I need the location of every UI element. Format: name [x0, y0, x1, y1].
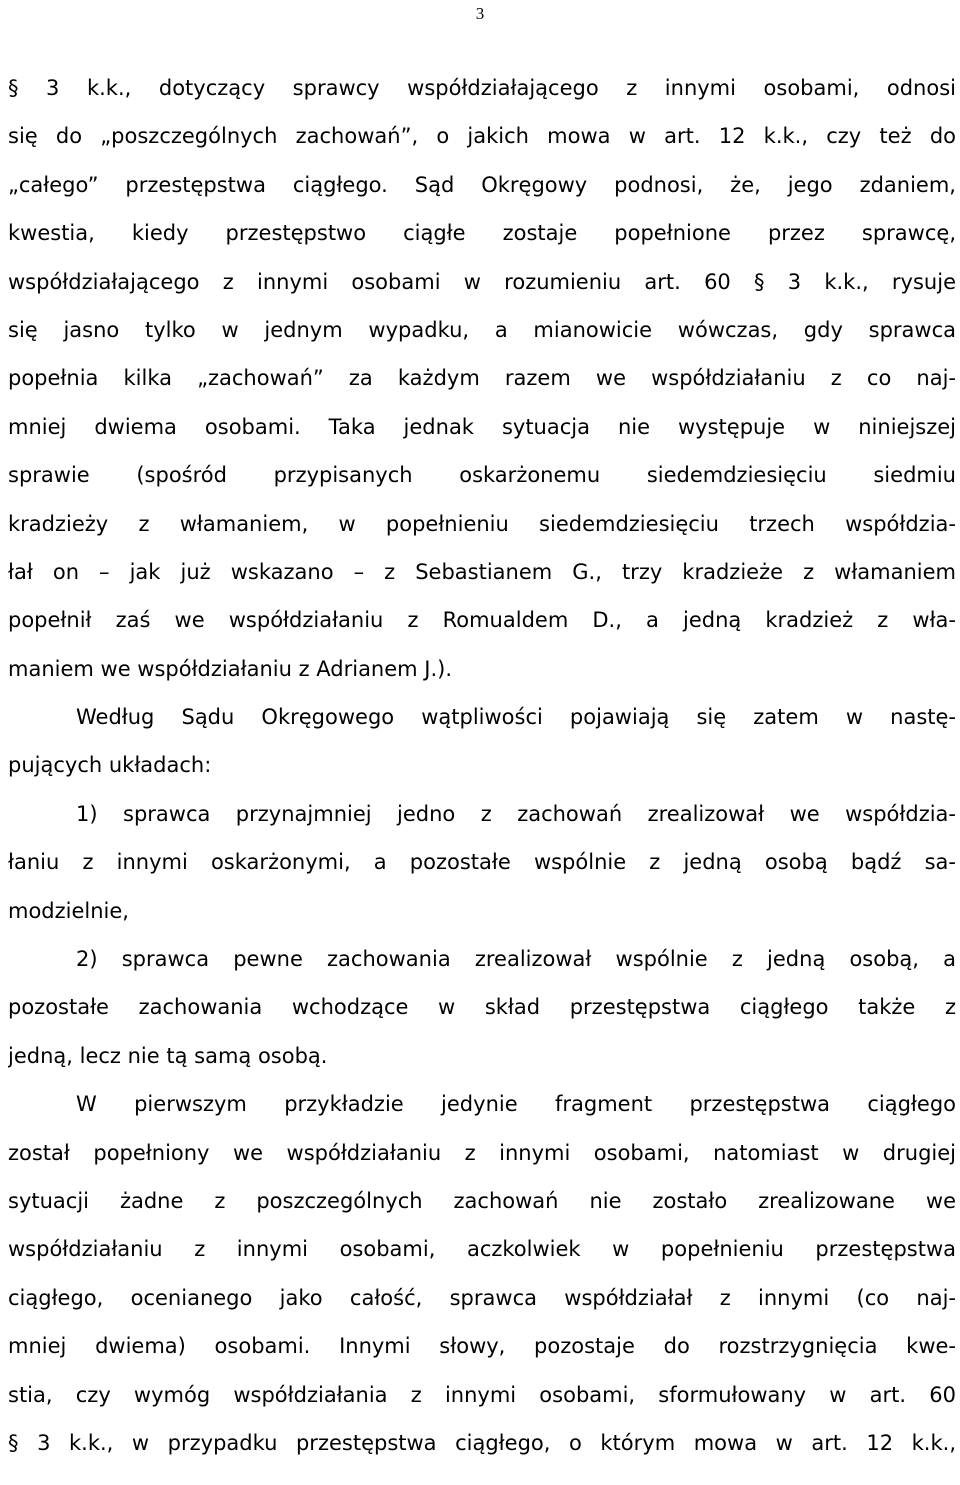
text-line: § 3 k.k., w przypadku przestępstwa ciągłego, o którym mowa w art. 12 k.k.,	[8, 1430, 956, 1455]
page-number: 3	[475, 4, 485, 23]
text-line: W pierwszym przykładzie jedynie fragment przestępstwa ciągłego	[76, 1092, 956, 1117]
text-line: sprawie (spośród przypisanych oskarżonemu siedemdziesięciu siedmiu	[8, 463, 956, 488]
text-line: łał on – jak już wskazano – z Sebastianem G., trzy kradzieże z włamaniem	[8, 559, 956, 584]
list-item-1: 1) sprawca przynajmniej jedno z zachowań zrealizował we współdzia-	[76, 801, 956, 826]
document-body	[8, 64, 956, 1467]
text-line: ciągłego, ocenianego jako całość, sprawca współdziałał z innymi (co naj-	[8, 1285, 956, 1310]
text-line: został popełniony we współdziałaniu z innymi osobami, natomiast w drugiej	[8, 1140, 956, 1165]
text-line: pozostałe zachowania wchodzące w skład przestępstwa ciągłego także z	[8, 995, 956, 1020]
text-line: kwestia, kiedy przestępstwo ciągłe zostaje popełnione przez sprawcę,	[8, 221, 956, 246]
text-line: sytuacji żadne z poszczególnych zachowań nie zostało zrealizowane we	[8, 1188, 956, 1213]
text-line: pujących układach:	[8, 753, 212, 778]
text-line: kradzieży z włamaniem, w popełnieniu siedemdziesięciu trzech współdzia-	[8, 511, 956, 536]
text-line: § 3 k.k., dotyczący sprawcy współdziałającego z innymi osobami, odnosi	[8, 76, 956, 100]
text-line: mniej dwiema) osobami. Innymi słowy, pozostaje do rozstrzygnięcia kwe-	[8, 1334, 956, 1359]
text-line: maniem we współdziałaniu z Adrianem J.).	[8, 656, 453, 681]
text-line: popełnił zaś we współdziałaniu z Romualdem D., a jedną kradzież z wła-	[8, 608, 956, 633]
text-line: modzielnie,	[8, 898, 129, 923]
text-line: współdziałającego z innymi osobami w rozumieniu art. 60 § 3 k.k., rysuje	[8, 269, 956, 294]
list-item-2: 2) sprawca pewne zachowania zrealizował wspólnie z jedną osobą, a	[76, 947, 956, 972]
text-line: Według Sądu Okręgowego wątpliwości pojawiają się zatem w nastę-	[76, 705, 956, 730]
text-line: stia, czy wymóg współdziałania z innymi osobami, sformułowany w art. 60	[8, 1382, 956, 1407]
text-line: się jasno tylko w jednym wypadku, a mianowicie wówczas, gdy sprawca	[8, 317, 956, 342]
text-line: jedną, lecz nie tą samą osobą.	[8, 1043, 328, 1068]
text-line: „całego” przestępstwa ciągłego. Sąd Okręgowy podnosi, że, jego zdaniem,	[8, 172, 956, 197]
text-line: łaniu z innymi oskarżonymi, a pozostałe wspólnie z jedną osobą bądź sa-	[8, 850, 956, 875]
text-line: popełnia kilka „zachowań” za każdym razem we współdziałaniu z co naj-	[8, 366, 956, 391]
text-line: się do „poszczególnych zachowań”, o jakich mowa w art. 12 k.k., czy też do	[8, 124, 956, 149]
text-line: mniej dwiema osobami. Taka jednak sytuacja nie występuje w niniejszej	[8, 414, 956, 439]
text-line: współdziałaniu z innymi osobami, aczkolwiek w popełnieniu przestępstwa	[8, 1237, 956, 1262]
